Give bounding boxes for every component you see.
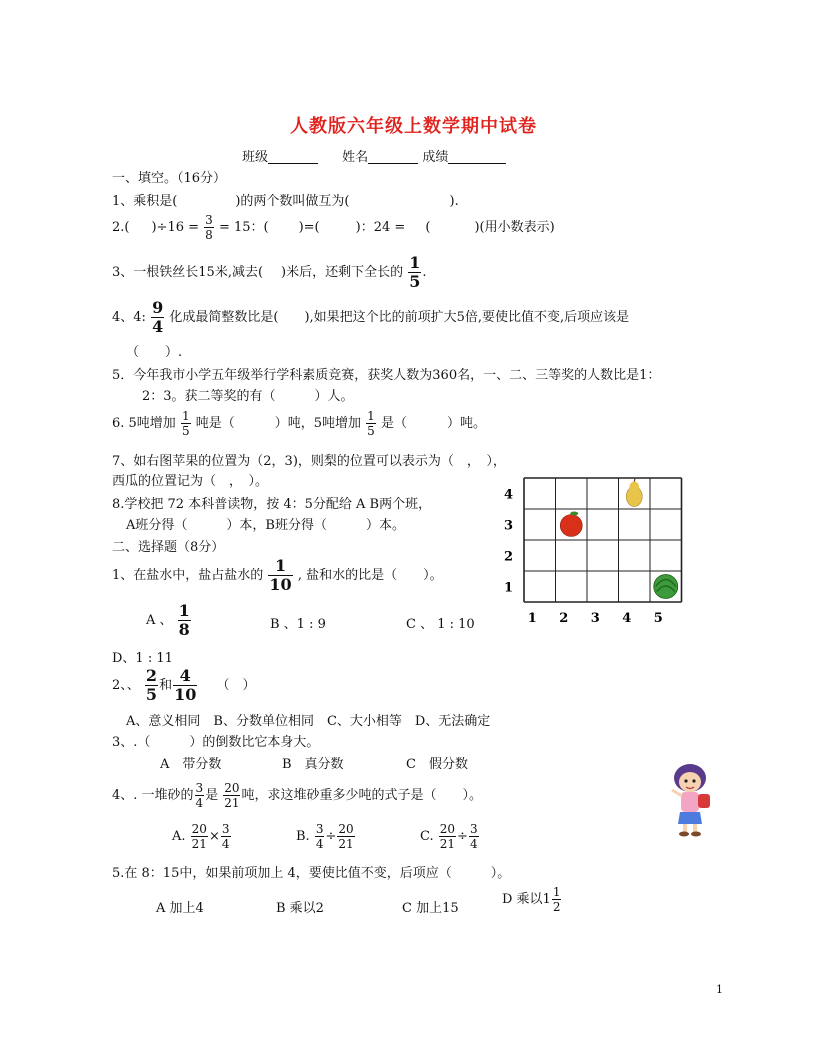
- choice-3-option-c[interactable]: C 假分数: [406, 757, 468, 772]
- fraction: $\frac{9}{4}$: [152, 298, 164, 336]
- fraction: $\frac{1}{10}$: [269, 556, 292, 594]
- section1-heading: 一、填空。（16分）: [112, 171, 227, 186]
- fraction: $\frac{1}{5}$: [181, 409, 190, 438]
- fraction: $\frac{1}{2}$: [552, 885, 561, 914]
- page-title: 人教版六年级上数学期中试卷: [290, 116, 537, 137]
- page-number: 1: [716, 983, 723, 996]
- choice-4-option-a[interactable]: A. $\frac{20}{21}$ × $\frac{3}{4}$: [172, 822, 230, 851]
- y-tick-label: 4: [504, 487, 514, 503]
- fraction: $\frac{1}{8}$: [178, 601, 190, 639]
- y-tick-label: 2: [504, 549, 514, 565]
- header-info: [242, 146, 506, 165]
- x-tick-label: 3: [590, 611, 600, 626]
- choice-1-option-b[interactable]: B 、1 : 9: [270, 617, 326, 632]
- fraction: $\frac{3}{4}$: [195, 781, 204, 810]
- choice-1-option-c[interactable]: C 、 1 : 10: [406, 617, 475, 632]
- question-4: 4、4: $\frac{9}{4}$ 化成最简整数比是( ),如果把这个比的前项扩大5倍,要使比值不变,后项应该是: [112, 298, 630, 336]
- class-label: 班级: [242, 150, 269, 165]
- choice-5-option-a[interactable]: A 加上4: [156, 901, 204, 916]
- choice-1: 1、在盐水中，盐占盐水的 $\frac{1}{10}$ , 盐和水的比是（ ）。: [112, 556, 443, 594]
- coordinate-grid: [500, 474, 690, 634]
- choice-2-options[interactable]: A、意义相同 B、分数单位相同 C、大小相等 D、无法确定: [126, 714, 491, 729]
- choice-5: 5.在 8：15中，如果前项加上 4，要使比值不变，后项应（ ）。: [112, 866, 511, 881]
- y-tick-label: 3: [504, 518, 514, 534]
- question-7-line1: 7、如右图苹果的位置为（2，3)，则梨的位置可以表示为（ ， ），: [112, 454, 506, 469]
- question-8-line1: 8.学校把 72 本科普读物，按 4：5分配给 A B两个班，: [112, 497, 432, 512]
- question-5-line2: 2：3。获二等奖的有（ ）人。: [142, 389, 354, 404]
- apple-leaf: [570, 512, 578, 516]
- choice-3-option-a[interactable]: A 带分数: [160, 757, 222, 772]
- question-2: 2.( )÷16 = $\frac{3}{8}$ = 15：( )=( )：24 = ( )(用小数表示): [112, 213, 555, 242]
- question-6: 6. 5吨增加 $\frac{1}{5}$ 吨是（ ）吨，5吨增加 $\frac{1}{5}$ 是（ ）吨。: [112, 409, 486, 438]
- score-label: 成绩: [422, 150, 449, 165]
- section2-heading: 二、选择题（8分）: [112, 540, 225, 555]
- choice-5-option-c[interactable]: C 加上15: [402, 901, 459, 916]
- class-field[interactable]: [268, 149, 318, 164]
- question-8-line2: A班分得（ ）本，B班分得（ ）本。: [126, 518, 405, 533]
- choice-4: 4、. 一堆砂的 $\frac{3}{4}$ 是 $\frac{20}{21}$ 吨，求这堆砂重多少吨的式子是（ ）。: [112, 781, 482, 810]
- fraction: $\frac{1}{5}$: [367, 409, 375, 438]
- choice-2: 2、、 $\frac{2}{5}$ 和 $\frac{4}{10}$ （ ）: [112, 666, 256, 704]
- choice-1-option-a[interactable]: A 、 $\frac{1}{8}$: [146, 601, 190, 639]
- y-tick-label: 1: [504, 580, 514, 596]
- question-7-line2: 西瓜的位置记为（ ， ）。: [112, 474, 269, 489]
- x-tick-label: 1: [527, 611, 537, 626]
- choice-5-option-b[interactable]: B 乘以2: [276, 901, 324, 916]
- question-5-line1: 5．今年我市小学五年级举行学科素质竞赛，获奖人数为360名，一、二、三等奖的人数比是1：: [112, 368, 661, 383]
- fraction: $\frac{4}{10}$: [174, 666, 197, 704]
- name-label: 姓名: [342, 150, 369, 165]
- fraction: $\frac{20}{21}$: [224, 781, 240, 810]
- x-tick-label: 2: [559, 611, 569, 626]
- pear-top: [629, 482, 639, 494]
- choice-1-option-d[interactable]: D、1 : 11: [112, 651, 173, 666]
- choice-4-option-c[interactable]: C. $\frac{20}{21}$ ÷ $\frac{3}{4}$: [420, 822, 478, 851]
- x-tick-label: 5: [653, 611, 663, 626]
- choice-5-option-d[interactable]: D 乘以1 $\frac{1}{2}$: [502, 885, 561, 914]
- fraction: $\frac{3}{8}$: [205, 213, 213, 242]
- question-4-line2: （ ）.: [126, 345, 183, 360]
- question-3: 3、一根铁丝长15米,减去( )米后，还剩下全长的 $\frac{1}{5}$ .: [112, 253, 427, 291]
- choice-3-option-b[interactable]: B 真分数: [282, 757, 344, 772]
- fraction: $\frac{1}{5}$: [409, 253, 421, 291]
- choice-3: 3、.（ ）的倒数比它本身大。: [112, 735, 320, 750]
- girl-illustration-icon: [662, 760, 722, 838]
- choice-4-option-b[interactable]: B. $\frac{3}{4}$ ÷ $\frac{20}{21}$: [296, 822, 354, 851]
- apple-icon: [560, 515, 582, 537]
- grid-figure: [500, 474, 690, 634]
- name-field[interactable]: [368, 149, 418, 164]
- question-1: 1、乘积是( )的两个数叫做互为( ).: [112, 194, 459, 209]
- x-tick-label: 4: [622, 611, 632, 626]
- score-field[interactable]: [448, 149, 506, 164]
- fraction: $\frac{2}{5}$: [145, 666, 158, 704]
